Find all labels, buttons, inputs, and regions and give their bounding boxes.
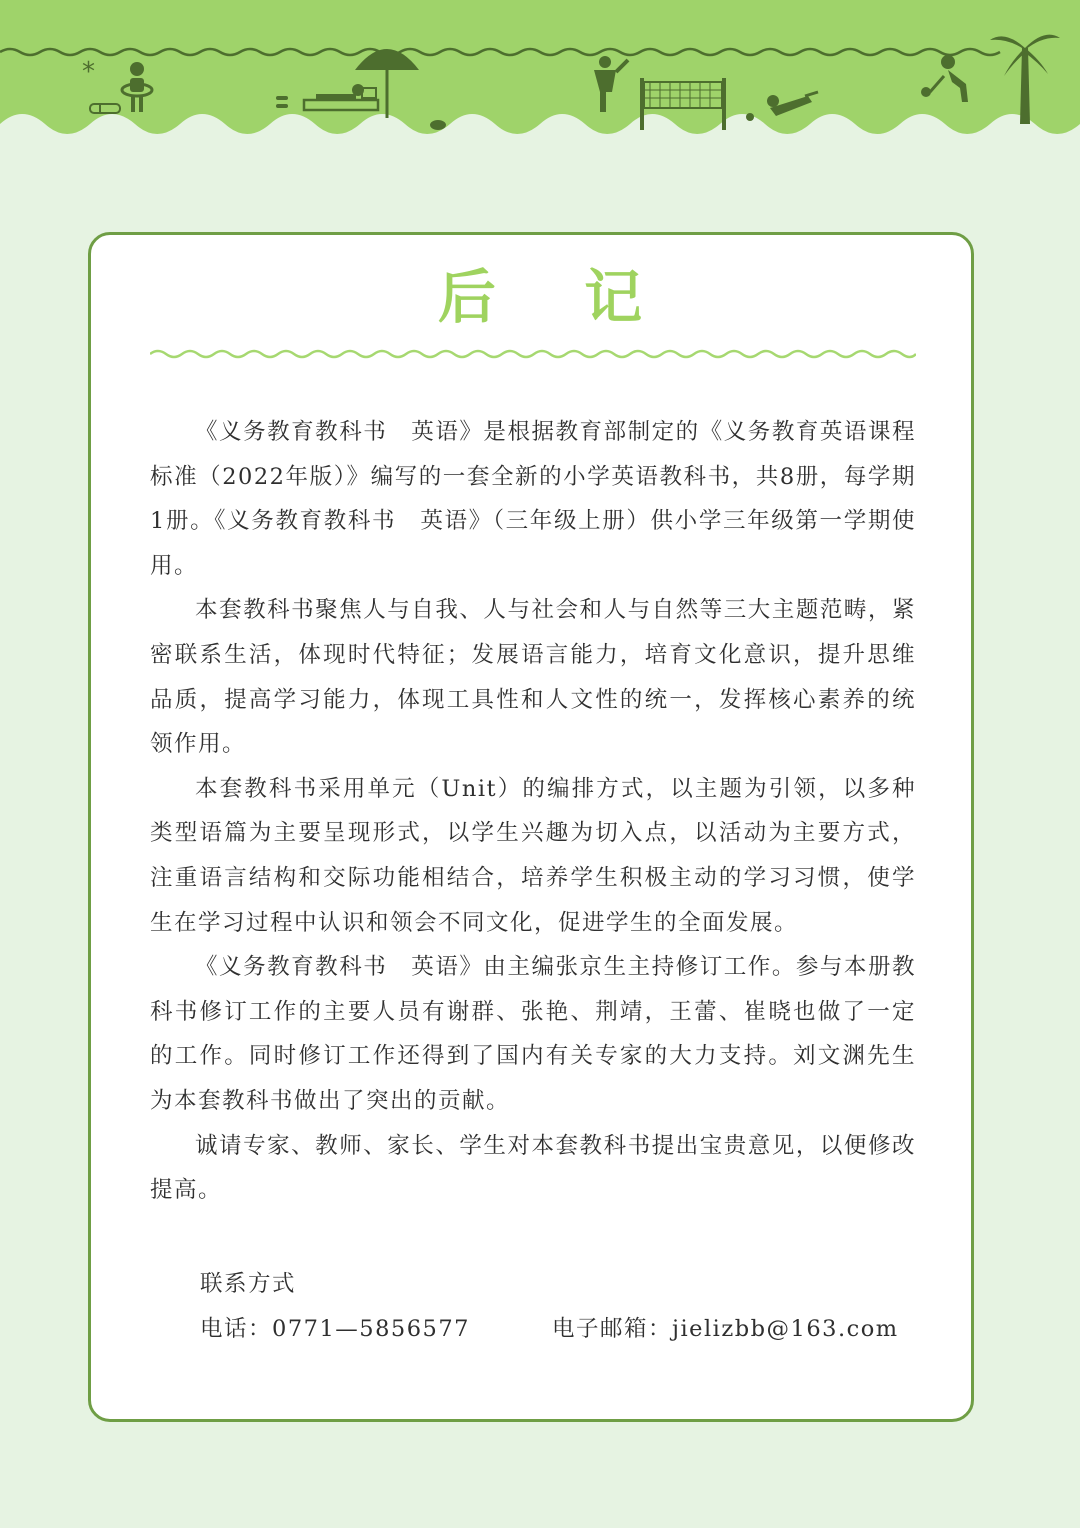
paragraph-themes: 本套教科书聚焦人与自我、人与社会和人与自然等三大主题范畴，紧密联系生活，体现时代特征；发展语言能力，培育文化意识，提升思维品质，提高学习能力，体现工具性和人文性的统一，发挥核心素养的统领作用。 xyxy=(150,597,916,758)
contact-email: 电子邮箱：jielizbb@163.com xyxy=(552,1315,899,1342)
paragraph-structure: 本套教科书采用单元（Unit）的编排方式，以主题为引领，以多种类型语篇为主要呈现形式，以学生兴趣为切入点，以活动为主要方式，注重语言结构和交际功能相结合，培养学生积极主动的学习习惯，使学生在学习过程中认识和领会不同文化，促进学生的全面发展。 xyxy=(150,775,916,936)
afterword-body xyxy=(150,410,916,1213)
paragraph-editors: 《义务教育教科书 英语》由主编张京生主持修订工作。参与本册教科书修订工作的主要人员有谢群、张艳、荆靖，王蕾、崔晓也做了一定的工作。同时修订工作还得到了国内有关专家的大力支持。刘文渊先生为本套教科书做出了突出的贡献。 xyxy=(150,954,916,1114)
title-wave-divider xyxy=(150,344,916,364)
starfish-icon xyxy=(82,57,95,87)
header-band-bg xyxy=(0,0,1080,134)
contact-phone: 电话：0771—5856577 xyxy=(200,1315,470,1342)
contact-section xyxy=(200,1262,916,1351)
paragraph-feedback: 诚请专家、教师、家长、学生对本套教科书提出宝贵意见，以便修改提高。 xyxy=(150,1132,916,1204)
shell-icon xyxy=(430,120,446,130)
page-title: 后 记 xyxy=(437,263,677,331)
beach-header-illustration xyxy=(0,0,1080,150)
paragraph-intro: 《义务教育教科书 英语》是根据教育部制定的《义务教育英语课程标准（2022年版）》编写的一套全新的小学英语教科书，共8册，每学期1册。《义务教育教科书 英语》（三年级上册）供小学三年级第一学期使用。 xyxy=(150,419,916,579)
svg-text:*: * xyxy=(82,57,95,87)
contact-heading: 联系方式 xyxy=(200,1271,297,1297)
